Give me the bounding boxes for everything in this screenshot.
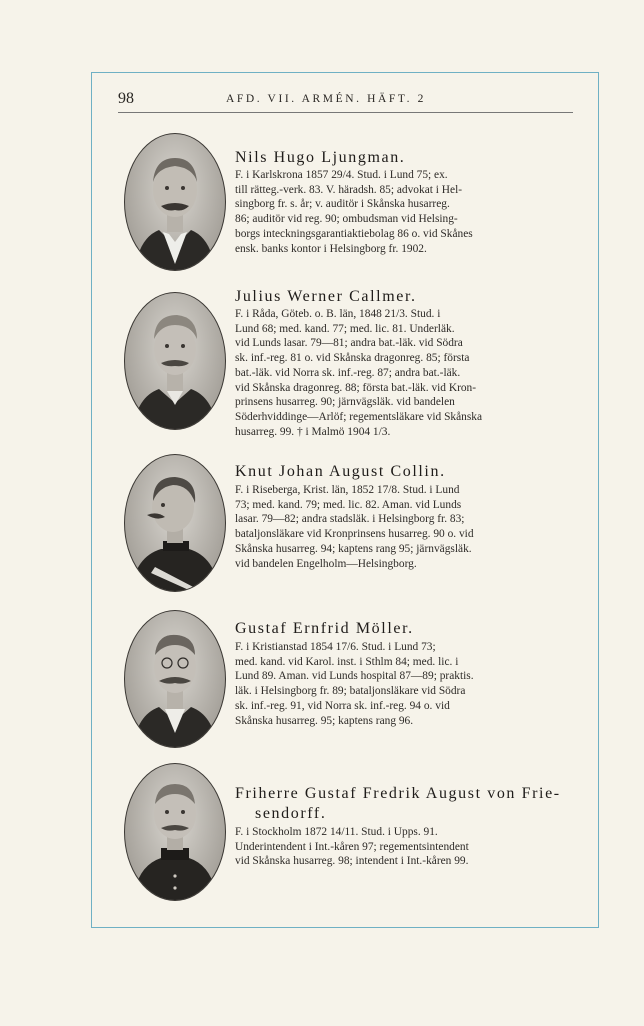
text-line: borgs inteckningsgarantiaktiebolag 86 o. vid Skånes — [235, 227, 473, 240]
text-line: Lund 68; med. kand. 77; med. lic. 81. Underläk. — [235, 322, 455, 335]
running-title: AFD. VII. ARMÉN. HÄFT. 2 — [226, 93, 426, 105]
text-line: husarreg. 99. † i Malmö 1904 1/3. — [235, 425, 391, 438]
text-line: bat.-läk. vid Norra sk. inf.-reg. 87; andra bat.-läk. — [235, 366, 461, 379]
text-line: med. kand. vid Karol. inst. i Sthlm 84; med. lic. i — [235, 655, 459, 668]
text-line: F. i Karlskrona 1857 29/4. Stud. i Lund 75; ex. — [235, 169, 448, 181]
text-line: Söderhviddinge—Arlöf; regementsläkare vid Skånska — [235, 410, 483, 423]
text-line: 86; auditör vid reg. 90; ombudsman vid Helsing- — [235, 213, 458, 226]
portrait-image — [124, 292, 226, 430]
person-name-line: Friherre Gustaf Fredrik August von Frie- — [235, 785, 561, 802]
person-name — [235, 784, 580, 824]
text-line: F. i Kristianstad 1854 17/6. Stud. i Lund 73; — [235, 641, 436, 653]
text-line: Skånska husarreg. 94; kaptens rang 95; järnvägsläk. — [235, 542, 472, 555]
text-line: Skånska husarreg. 95; kaptens rang 96. — [235, 714, 414, 727]
text-line: vid Skånska dragonreg. 88; första bat.-läk. vid Kron- — [235, 381, 477, 394]
person-name: Gustaf Ernfrid Möller. — [235, 620, 414, 637]
text-line: Underintendent i Int.-kåren 97; regementsintendent — [235, 840, 469, 853]
portrait-photo-icon — [125, 611, 225, 747]
text-line: vid bandelen Engelholm—Helsingborg. — [235, 557, 417, 570]
text-line: bataljonsläkare vid Kronprinsens husarreg. 90 o. vid — [235, 528, 474, 541]
text-line: till rätteg.-verk. 83. V. häradsh. 85; advokat i Hel- — [235, 183, 463, 196]
portrait-photo-icon — [125, 134, 225, 270]
text-line: lasar. 79—82; andra stadsläk. i Helsingborg fr. 83; — [235, 513, 465, 526]
text-line: sk. inf.-reg. 81 o. vid Skånska dragonreg. 85; första — [235, 352, 470, 365]
person-name-line: sendorff. — [255, 805, 327, 822]
text-line: singborg fr. s. år; v. auditör i Skånska husarreg. — [235, 198, 450, 211]
portrait-image — [124, 610, 226, 748]
biography-text — [235, 825, 580, 869]
text-line: prinsens husarreg. 90; järnvägsläk. vid bandelen — [235, 396, 455, 409]
portrait-photo-icon — [125, 293, 225, 429]
person-name: Knut Johan August Collin. — [235, 463, 446, 480]
biography-text — [235, 483, 580, 571]
text-line: vid Lunds lasar. 79—81; andra bat.-läk. vid Södra — [235, 337, 463, 350]
portrait-image — [124, 133, 226, 271]
page-number: 98 — [118, 90, 134, 107]
text-line: F. i Råda, Göteb. o. B. län, 1848 21/3. Stud. i — [235, 308, 441, 320]
text-line: F. i Riseberga, Krist. län, 1852 17/8. Stud. i Lund — [235, 484, 460, 496]
portrait-image — [124, 763, 226, 901]
text-line: ensk. banks kontor i Helsingborg fr. 1902. — [235, 242, 427, 255]
page-header — [118, 90, 573, 113]
text-line: 73; med. kand. 79; med. lic. 82. Aman. vid Lunds — [235, 498, 462, 511]
person-name: Nils Hugo Ljungman. — [235, 149, 406, 166]
portrait-image — [124, 454, 226, 592]
text-line: F. i Stockholm 1872 14/11. Stud. i Upps. 91. — [235, 826, 438, 838]
biography-text — [235, 640, 580, 728]
text-line: Lund 89. Aman. vid Lunds hospital 87—89; praktis. — [235, 670, 474, 683]
text-line: läk. i Helsingborg fr. 89; bataljonsläkare vid Södra — [235, 685, 466, 698]
portrait-photo-icon — [125, 764, 225, 900]
text-line: vid Skånska husarreg. 98; intendent i Int.-kåren 99. — [235, 855, 469, 868]
person-name: Julius Werner Callmer. — [235, 288, 417, 305]
text-line: sk. inf.-reg. 91, vid Norra sk. inf.-reg. 94 o. vid — [235, 699, 450, 712]
biography-text — [235, 307, 580, 439]
biography-text — [235, 168, 580, 256]
portrait-photo-icon — [125, 455, 225, 591]
